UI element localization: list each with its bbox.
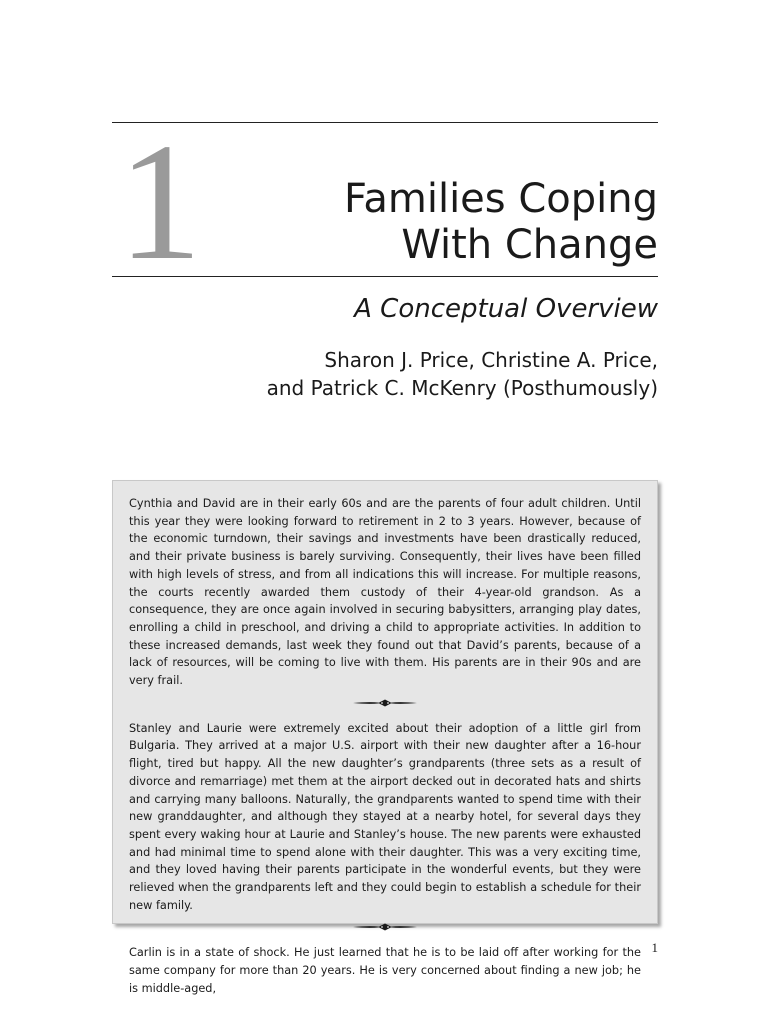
vignettes-box — [112, 480, 658, 995]
ornament-divider-icon — [353, 922, 417, 932]
chapter-number: 1 — [118, 109, 202, 295]
authors-line-1: Sharon J. Price, Christine A. Price, — [324, 348, 658, 372]
vignette-cynthia-david: Cynthia and David are in their early 60s and are the parents of four adult children. Until this year they were looking forward to retirement in 2 to 3 years. However, because of the economic turndown, their savings and investments have been drastically reduced, and their private business is barely surviving. Consequently, their lives have been filled with high levels of stress, and from all indications this will increase. For multiple reasons, the courts recently awarded them custody of their 4-year-old grandson. As a consequence, they are once again involved in securing babysitters, arranging play dates, enrolling a child in preschool, and driving a child to appropriate activities. In addition to these increased demands, last week they found out that David’s parents, because of a lack of resources, will be coming to live with them. His parents are in their 90s and are very frail. — [129, 497, 641, 688]
authors-line-2: and Patrick C. McKenry (Posthumously) — [266, 376, 658, 400]
chapter-title-line-1: Families Coping — [344, 176, 658, 222]
ornament-divider-icon — [353, 698, 417, 708]
vignette-stanley-laurie: Stanley and Laurie were extremely excited about their adoption of a little girl from Bulgaria. They arrived at a major U.S. airport with their new daughter after a 16-hour flight, tired but happy. All the new daughter’s grandparents (three sets as a result of divorce and remarriage) met them at the airport decked out in decorated hats and shirts and carrying many balloons. Naturally, the grandparents wanted to spend time with their new granddaughter, and although they stayed at a nearby hotel, for several days they spent every waking hour at Laurie and Stanley’s house. The new parents were exhausted and had minimal time to spend alone with their daughter. This was a very exciting time, and they loved having their parents participate in the wonderful events, but they were relieved when the grandparents left and they could begin to establish a schedule for their new family. — [129, 721, 641, 912]
title-rule — [112, 276, 658, 277]
page-number: 1 — [651, 940, 658, 955]
ornament-divider — [129, 920, 641, 934]
authors — [267, 346, 658, 402]
chapter-title-line-2: With Change — [401, 222, 658, 268]
ornament-divider — [129, 696, 641, 710]
vignette-carlin: Carlin is in a state of shock. He just learned that he is to be laid off after working for the same company for more than 20 years. He is very concerned about finding a new job; he is middle-aged, — [129, 946, 641, 995]
chapter-subtitle: A Conceptual Overview — [354, 294, 658, 324]
chapter-title — [344, 176, 658, 268]
